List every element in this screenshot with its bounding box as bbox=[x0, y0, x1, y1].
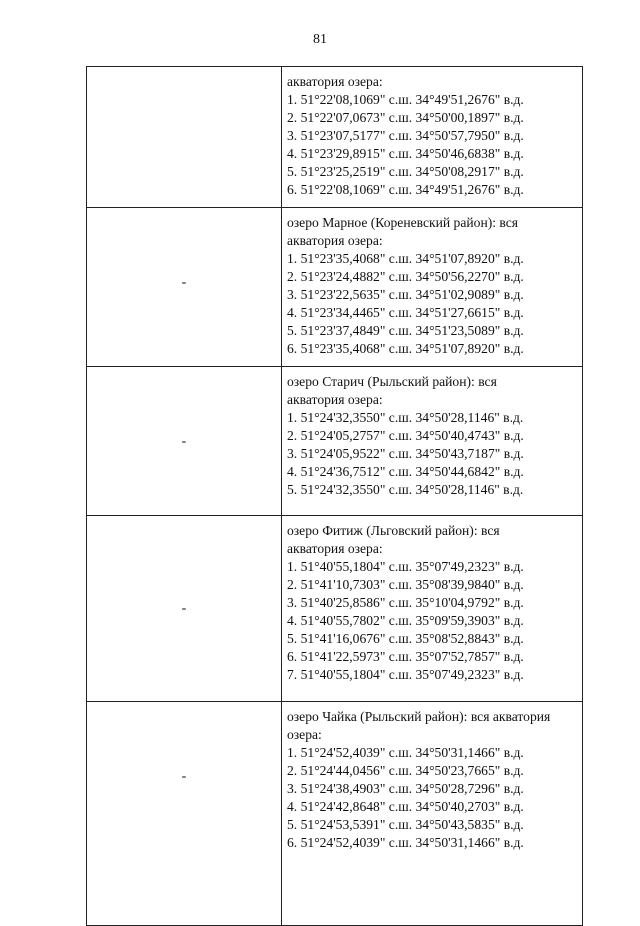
coordinate-line: 2. 51°24'44,0456" с.ш. 34°50'23,7665" в.д. bbox=[287, 763, 524, 778]
coordinate-line: 3. 51°24'38,4903" с.ш. 34°50'28,7296" в.д. bbox=[287, 781, 524, 796]
coordinate-line: 4. 51°23'29,8915" с.ш. 34°50'46,6838" в.д. bbox=[287, 146, 524, 161]
text-line: акватория озера: bbox=[287, 74, 383, 89]
coordinate-line: 6. 51°22'08,1069" с.ш. 34°49'51,2676" в.д. bbox=[287, 182, 524, 197]
page-number: 81 bbox=[313, 32, 327, 47]
table-row bbox=[87, 367, 583, 516]
coordinate-line: 5. 51°24'53,5391" с.ш. 34°50'43,5835" в.д. bbox=[287, 817, 524, 832]
coordinate-line: 6. 51°24'52,4039" с.ш. 34°50'31,1466" в.д. bbox=[287, 835, 524, 850]
coordinate-line: 1. 51°24'32,3550" с.ш. 34°50'28,1146" в.д. bbox=[287, 410, 524, 425]
coordinate-line: 5. 51°23'25,2519" с.ш. 34°50'08,2917" в.д. bbox=[287, 164, 524, 179]
coordinate-line: 1. 51°24'52,4039" с.ш. 34°50'31,1466" в.д. bbox=[287, 745, 524, 760]
text-line: озера: bbox=[287, 727, 322, 742]
table-row bbox=[87, 67, 583, 208]
coordinate-line: 3. 51°24'05,9522" с.ш. 34°50'43,7187" в.д. bbox=[287, 446, 524, 461]
row-marker: - bbox=[181, 275, 187, 290]
row-marker-cell bbox=[87, 208, 282, 367]
coordinate-line: 3. 51°40'25,8586" с.ш. 35°10'04,9792" в.д. bbox=[287, 595, 524, 610]
coordinate-line: 4. 51°24'42,8648" с.ш. 34°50'40,2703" в.д. bbox=[287, 799, 524, 814]
coordinate-line: 5. 51°24'32,3550" с.ш. 34°50'28,1146" в.д. bbox=[287, 482, 524, 497]
coordinate-line: 2. 51°22'07,0673" с.ш. 34°50'00,1897" в.д. bbox=[287, 110, 524, 125]
coordinate-line: 3. 51°23'07,5177" с.ш. 34°50'57,7950" в.д. bbox=[287, 128, 524, 143]
row-marker: - bbox=[181, 601, 187, 616]
coordinate-line: 2. 51°23'24,4882" с.ш. 34°50'56,2270" в.д. bbox=[287, 269, 524, 284]
row-marker: - bbox=[181, 769, 187, 784]
coordinate-line: 7. 51°40'55,1804" с.ш. 35°07'49,2323" в.д. bbox=[287, 667, 524, 682]
table-row bbox=[87, 516, 583, 702]
coordinate-line: 2. 51°41'10,7303" с.ш. 35°08'39,9840" в.д. bbox=[287, 577, 524, 592]
description-cell bbox=[282, 208, 583, 367]
description-cell bbox=[282, 702, 583, 926]
text-line: акватория озера: bbox=[287, 392, 383, 407]
description-cell bbox=[282, 367, 583, 516]
coordinate-line: 1. 51°40'55,1804" с.ш. 35°07'49,2323" в.д. bbox=[287, 559, 524, 574]
coordinate-line: 4. 51°40'55,7802" с.ш. 35°09'59,3903" в.д. bbox=[287, 613, 524, 628]
coordinate-line: 5. 51°41'16,0676" с.ш. 35°08'52,8843" в.д. bbox=[287, 631, 524, 646]
text-line: озеро Старич (Рыльский район): вся bbox=[287, 374, 497, 389]
row-marker-cell bbox=[87, 702, 282, 926]
text-line: акватория озера: bbox=[287, 233, 383, 248]
coordinate-line: 6. 51°23'35,4068" с.ш. 34°51'07,8920" в.д. bbox=[287, 341, 524, 356]
row-marker: - bbox=[181, 434, 187, 449]
text-line: озеро Фитиж (Льговский район): вся bbox=[287, 523, 500, 538]
coordinate-line: 4. 51°23'34,4465" с.ш. 34°51'27,6615" в.д. bbox=[287, 305, 524, 320]
coordinate-line: 5. 51°23'37,4849" с.ш. 34°51'23,5089" в.д. bbox=[287, 323, 524, 338]
coordinate-line: 3. 51°23'22,5635" с.ш. 34°51'02,9089" в.д. bbox=[287, 287, 524, 302]
table-row bbox=[87, 208, 583, 367]
row-marker-cell bbox=[87, 516, 282, 702]
row-marker-cell bbox=[87, 367, 282, 516]
coordinate-line: 4. 51°24'36,7512" с.ш. 34°50'44,6842" в.д. bbox=[287, 464, 524, 479]
text-line: озеро Марное (Кореневский район): вся bbox=[287, 215, 519, 230]
description-cell bbox=[282, 516, 583, 702]
coordinate-line: 6. 51°41'22,5973" с.ш. 35°07'52,7857" в.д. bbox=[287, 649, 524, 664]
description-cell bbox=[282, 67, 583, 208]
coordinate-line: 1. 51°22'08,1069" с.ш. 34°49'51,2676" в.д. bbox=[287, 92, 524, 107]
text-line: акватория озера: bbox=[287, 541, 383, 556]
table-row bbox=[87, 702, 583, 926]
coordinate-line: 1. 51°23'35,4068" с.ш. 34°51'07,8920" в.д. bbox=[287, 251, 524, 266]
text-line: озеро Чайка (Рыльский район): вся акватория bbox=[287, 709, 551, 724]
document-table bbox=[86, 66, 583, 926]
row-marker-cell bbox=[87, 67, 282, 208]
coordinate-line: 2. 51°24'05,2757" с.ш. 34°50'40,4743" в.д. bbox=[287, 428, 524, 443]
